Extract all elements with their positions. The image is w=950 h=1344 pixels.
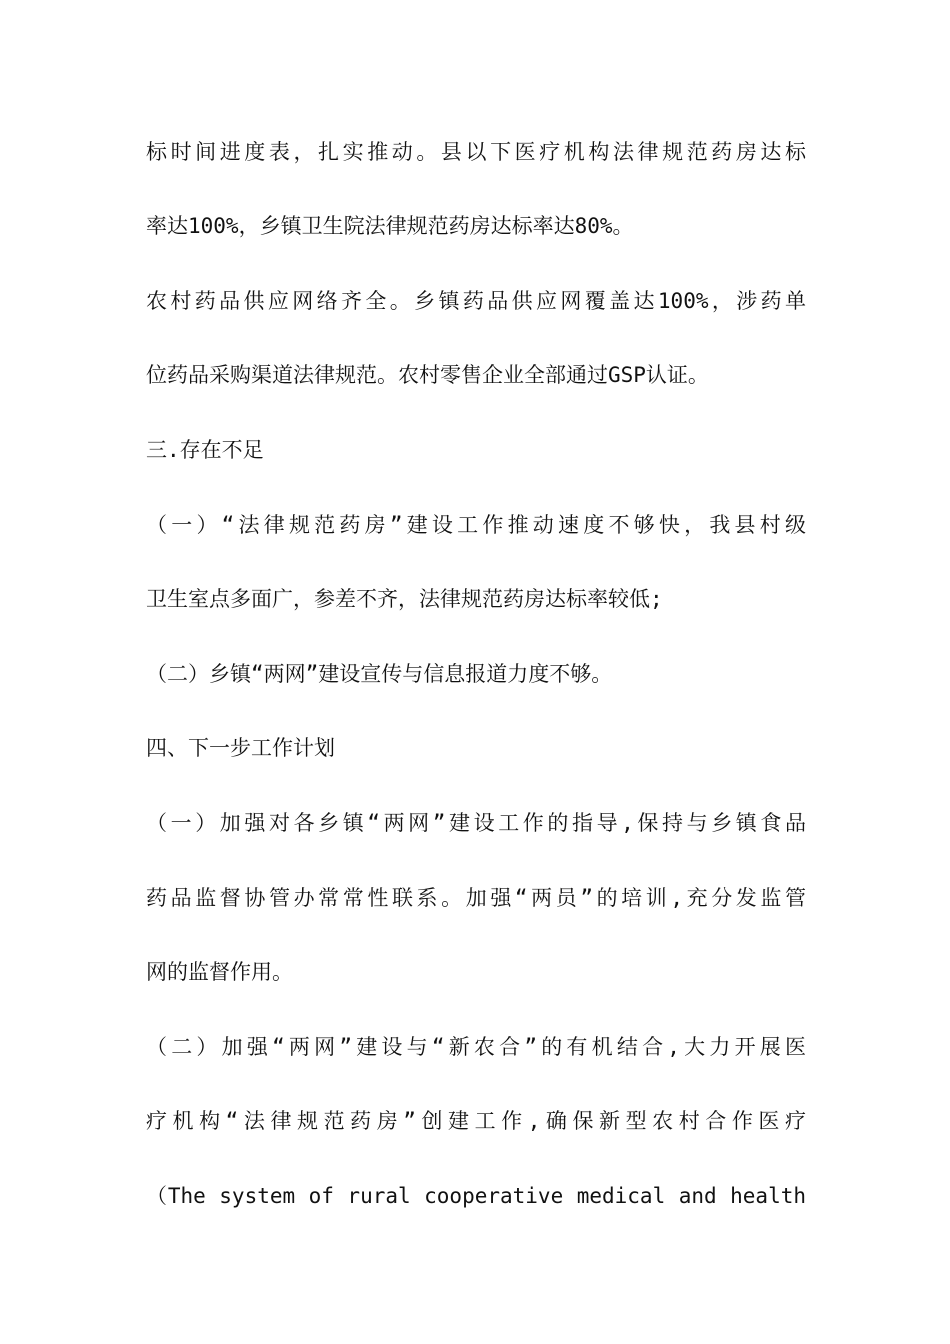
section-heading-3: 三.存在不足 [146, 438, 264, 462]
text-line-12: 网的监督作用。 [146, 960, 293, 984]
text-line-15: （The system of rural cooperative medical and health [146, 1184, 806, 1208]
section-heading-4: 四、下一步工作计划 [146, 736, 335, 760]
text-line-14: 疗机构“法律规范药房”创建工作,确保新型农村合作医疗 [146, 1109, 806, 1133]
text-line-11: 药品监督协管办常常性联系。加强“两员”的培训,充分发监管 [146, 886, 806, 910]
text-line-4: 位药品采购渠道法律规范。农村零售企业全部通过GSP认证。 [146, 363, 709, 387]
text-line-3: 农村药品供应网络齐全。乡镇药品供应网覆盖达100%，涉药单 [146, 289, 806, 313]
text-line-13: （二）加强“两网”建设与“新农合”的有机结合,大力开展医 [146, 1035, 806, 1059]
text-line-2: 率达100%，乡镇卫生院法律规范药房达标率达80%。 [146, 214, 634, 238]
text-line-1: 标时间进度表，扎实推动。县以下医疗机构法律规范药房达标 [146, 140, 806, 164]
text-line-7: 卫生室点多面广，参差不齐，法律规范药房达标率较低; [146, 587, 663, 611]
text-line-6: （一）“法律规范药房”建设工作推动速度不够快，我县村级 [146, 513, 806, 537]
text-line-8: （二）乡镇“两网”建设宣传与信息报道力度不够。 [146, 662, 613, 686]
text-line-10: （一）加强对各乡镇“两网”建设工作的指导,保持与乡镇食品 [146, 811, 806, 835]
